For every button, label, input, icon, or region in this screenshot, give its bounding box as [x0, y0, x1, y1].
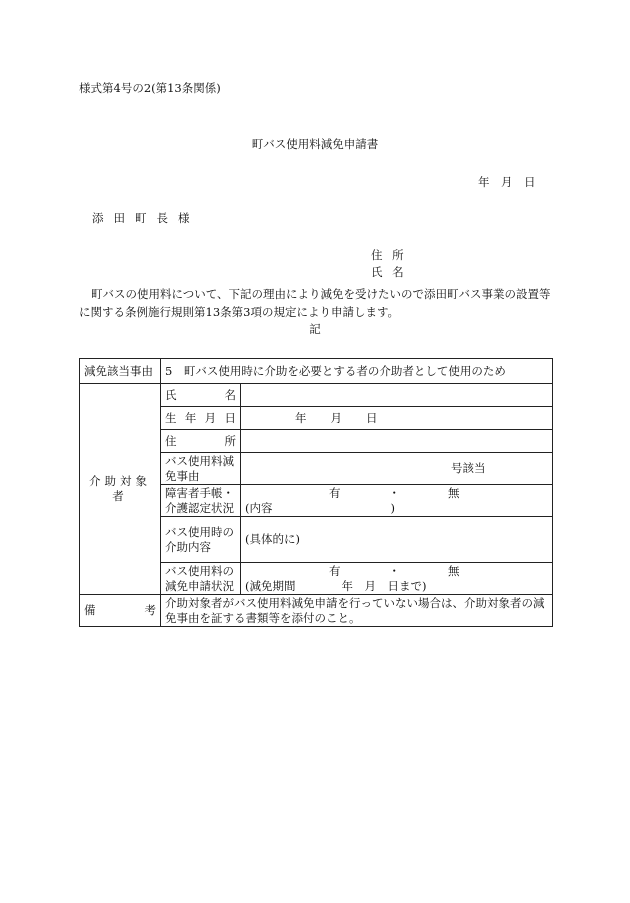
birth-label-1: 生 [165, 410, 177, 425]
assist-label-1: バス使用時の [165, 524, 234, 539]
remarks-label [80, 595, 161, 627]
assist-value: (具体的に) [245, 532, 300, 546]
address-label-1: 住 [165, 433, 177, 448]
birth-label-3: 月 [204, 410, 217, 425]
name-label-2: 名 [224, 387, 236, 402]
disability-separator: ・ [388, 485, 400, 500]
birth-label-2: 年 [184, 410, 197, 425]
reason-value: 5 町バス使用時に介助を必要とする者の介助者として使用のため [161, 359, 553, 384]
disability-no[interactable]: 無 [448, 485, 460, 500]
application-date: 年 月 日 [478, 175, 536, 189]
reason-row [80, 359, 553, 384]
remarks-label-2: 考 [144, 603, 156, 617]
address-label-2: 所 [224, 433, 236, 448]
name-field[interactable] [241, 384, 553, 407]
birth-month-mark: 月 [330, 410, 342, 425]
apply-period: (減免期間 年 月 日まで) [245, 578, 427, 593]
application-form-table [79, 358, 553, 627]
reason-label: 減免該当事由 [80, 359, 161, 384]
remarks-value: 介助対象者がバス使用料減免申請を行っていない場合は、介助対象者の減免事由を証する書類等を添付のこと。 [161, 595, 553, 627]
assist-label [161, 517, 241, 563]
apply-label-1: バス使用料の [165, 563, 234, 578]
remarks-label-1: 備 [84, 603, 96, 617]
target-person-label-text: 介助対象者 [89, 474, 151, 503]
address-label [161, 430, 241, 453]
application-statement: 町バスの使用料について、下記の理由により減免を受けたいので添田町バス事業の設置等に関する条例施行規則第13条第3項の規定により申請します。 [79, 287, 551, 319]
document-title: 町バス使用料減免申請書 [251, 137, 379, 151]
birth-label-4: 日 [224, 410, 236, 425]
form-number: 様式第4号の2(第13条関係) [79, 81, 221, 95]
disability-detail-open: (内容 [245, 500, 273, 515]
apply-yes[interactable]: 有 [329, 563, 341, 578]
apply-field[interactable] [241, 563, 553, 595]
address-field[interactable] [241, 430, 553, 453]
birth-day-mark: 日 [366, 410, 378, 425]
disability-detail-close: ) [390, 500, 395, 515]
birth-label [161, 407, 241, 430]
disability-yes[interactable]: 有 [329, 485, 341, 500]
assist-label-2: 介助内容 [165, 539, 211, 554]
apply-no[interactable]: 無 [448, 563, 460, 578]
applicant-address-label: 住 所 [371, 248, 404, 262]
apply-label-2: 減免申請状況 [165, 578, 234, 593]
disability-label-2: 介護認定状況 [165, 500, 234, 515]
ki-heading: 記 [309, 322, 321, 336]
birth-year-mark: 年 [295, 410, 307, 425]
exempt-reason-field[interactable] [241, 453, 553, 485]
disability-field[interactable] [241, 485, 553, 517]
applicant-name-label: 氏 名 [371, 265, 404, 279]
remarks-row [80, 595, 553, 627]
exempt-reason-label-1: バス使用料減 [165, 453, 234, 468]
name-label-1: 氏 [165, 387, 177, 402]
name-label [161, 384, 241, 407]
apply-label [161, 563, 241, 595]
exempt-reason-label [161, 453, 241, 485]
birth-field[interactable] [241, 407, 553, 430]
target-person-label [80, 384, 161, 595]
exempt-reason-label-2: 免事由 [165, 468, 200, 483]
addressee: 添田町長様 [92, 211, 200, 225]
apply-separator: ・ [388, 563, 400, 578]
disability-label [161, 485, 241, 517]
disability-label-1: 障害者手帳・ [165, 485, 234, 500]
name-row [80, 384, 553, 407]
exempt-reason-value: 号該当 [451, 461, 486, 475]
assist-field[interactable] [241, 517, 553, 563]
